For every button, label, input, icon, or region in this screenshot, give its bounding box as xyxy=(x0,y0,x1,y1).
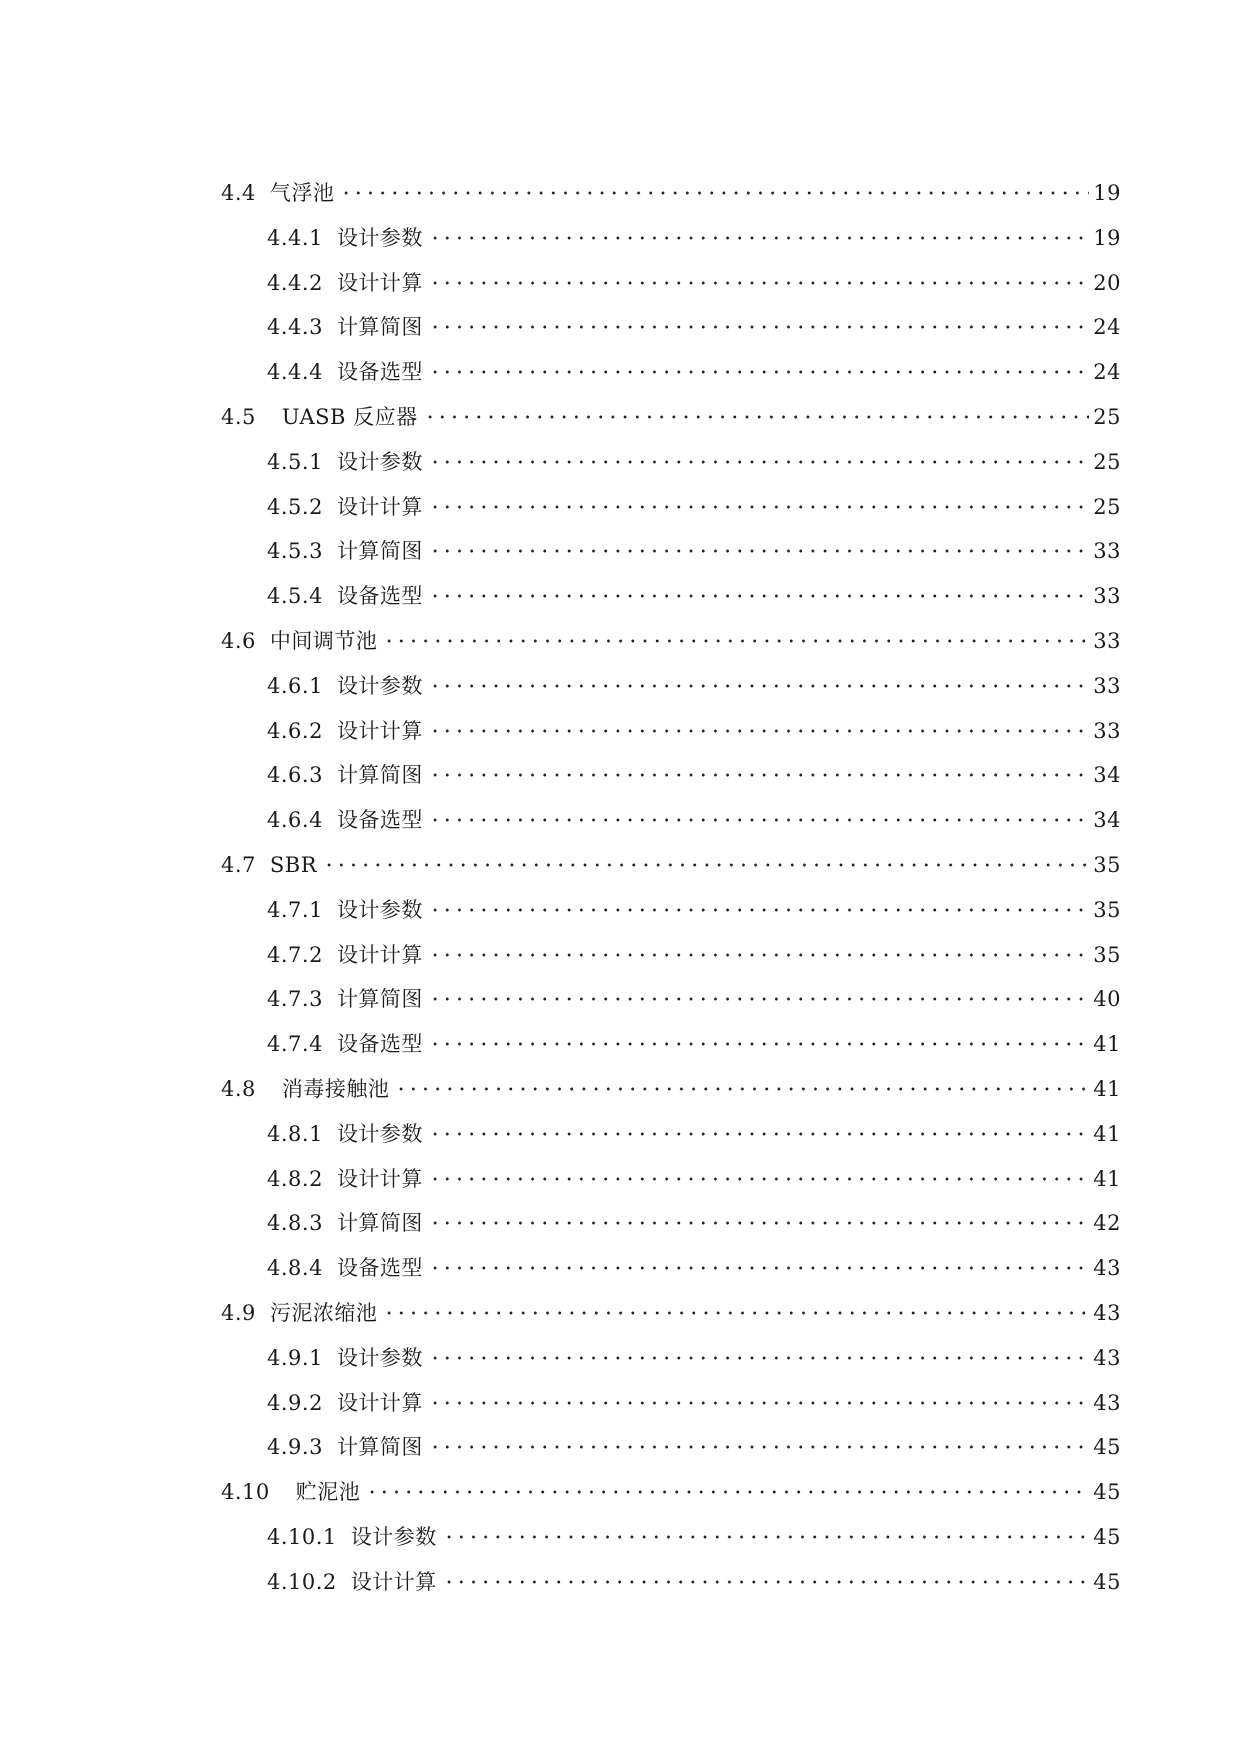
dot-leader xyxy=(429,325,1089,329)
table-of-contents xyxy=(221,181,1121,1615)
toc-entry-page-number: 43 xyxy=(1093,1256,1121,1281)
toc-entry-page-number: 42 xyxy=(1093,1211,1121,1236)
toc-entry[interactable] xyxy=(221,181,1121,226)
toc-entry-page-number: 33 xyxy=(1093,673,1121,698)
toc-entry-number: 4.7 xyxy=(221,852,256,877)
toc-entry-title: 中间调节池 xyxy=(269,628,378,653)
dot-leader xyxy=(429,1356,1089,1360)
toc-entry-page-number: 41 xyxy=(1093,1032,1121,1057)
toc-entry-number: 4.5.2 xyxy=(267,494,323,519)
toc-entry-number: 4.6.1 xyxy=(267,673,323,698)
dot-leader xyxy=(429,729,1089,733)
dot-leader xyxy=(443,1535,1089,1539)
toc-entry-number: 4.7.2 xyxy=(267,942,323,967)
toc-entry[interactable] xyxy=(221,943,1121,988)
toc-entry-title: 气浮池 xyxy=(269,181,335,205)
toc-entry-number: 4.8 xyxy=(221,1076,256,1101)
toc-entry[interactable] xyxy=(221,719,1121,764)
toc-entry[interactable] xyxy=(221,1391,1121,1436)
toc-entry-number: 4.8.3 xyxy=(267,1211,323,1236)
toc-entry-number: 4.6 xyxy=(221,628,256,653)
toc-entry-number: 4.5.4 xyxy=(267,584,323,609)
toc-entry-page-number: 35 xyxy=(1093,942,1121,967)
toc-entry-page-number: 25 xyxy=(1093,404,1121,429)
toc-entry[interactable] xyxy=(221,1480,1121,1525)
toc-entry[interactable] xyxy=(221,495,1121,540)
toc-entry-number: 4.4.1 xyxy=(267,225,323,250)
toc-entry[interactable] xyxy=(221,674,1121,719)
toc-entry-number: 4.4.4 xyxy=(267,360,323,385)
toc-entry-page-number: 45 xyxy=(1093,1435,1121,1460)
dot-leader xyxy=(429,1401,1089,1405)
toc-entry-title: 计算简图 xyxy=(336,1211,423,1236)
toc-entry-number: 4.9.1 xyxy=(267,1345,323,1370)
toc-entry[interactable] xyxy=(221,271,1121,316)
dot-leader xyxy=(429,773,1089,777)
toc-entry-title: 设备选型 xyxy=(336,1256,423,1281)
toc-entry-page-number: 34 xyxy=(1093,763,1121,788)
toc-entry[interactable] xyxy=(221,763,1121,808)
toc-entry[interactable] xyxy=(221,584,1121,629)
dot-leader xyxy=(429,236,1089,240)
toc-entry-page-number: 24 xyxy=(1093,315,1121,340)
toc-entry-page-number: 33 xyxy=(1093,628,1121,653)
toc-entry-page-number: 41 xyxy=(1093,1166,1121,1191)
toc-entry[interactable] xyxy=(221,1435,1121,1480)
toc-entry-page-number: 40 xyxy=(1093,987,1121,1012)
toc-entry-page-number: 45 xyxy=(1093,1480,1121,1505)
toc-entry-page-number: 41 xyxy=(1093,1121,1121,1146)
dot-leader xyxy=(429,1221,1089,1225)
toc-entry-page-number: 25 xyxy=(1093,494,1121,519)
toc-entry-title: 设计参数 xyxy=(336,449,423,474)
dot-leader xyxy=(383,1311,1089,1315)
toc-entry-number: 4.8.2 xyxy=(267,1166,323,1191)
toc-entry-number: 4.7.3 xyxy=(267,987,323,1012)
toc-entry[interactable] xyxy=(221,539,1121,584)
toc-entry-title: 设计参数 xyxy=(336,673,423,698)
toc-entry-number: 4.4.2 xyxy=(267,270,323,295)
toc-entry-title: 设计计算 xyxy=(336,718,423,743)
toc-entry-title: 污泥浓缩池 xyxy=(269,1300,378,1325)
toc-entry-page-number: 20 xyxy=(1093,270,1121,295)
dot-leader xyxy=(429,460,1089,464)
dot-leader xyxy=(429,1042,1089,1046)
dot-leader xyxy=(429,505,1089,509)
toc-entry[interactable] xyxy=(221,1525,1121,1570)
dot-leader xyxy=(429,908,1089,912)
toc-entry[interactable] xyxy=(221,808,1121,853)
toc-entry-number: 4.10.2 xyxy=(267,1569,337,1594)
toc-entry-title: 计算简图 xyxy=(336,1435,423,1460)
toc-entry-title: 计算简图 xyxy=(336,539,423,564)
toc-entry-number: 4.8.1 xyxy=(267,1121,323,1146)
toc-entry[interactable] xyxy=(221,629,1121,674)
toc-entry-title: 设计计算 xyxy=(336,1166,423,1191)
toc-entry-number: 4.4.3 xyxy=(267,315,323,340)
dot-leader xyxy=(383,639,1089,643)
toc-entry[interactable] xyxy=(221,1167,1121,1212)
toc-entry-title: 设计计算 xyxy=(336,942,423,967)
toc-entry[interactable] xyxy=(221,898,1121,943)
dot-leader xyxy=(429,953,1089,957)
toc-entry[interactable] xyxy=(221,405,1121,450)
toc-entry-page-number: 19 xyxy=(1093,181,1121,205)
toc-entry-page-number: 41 xyxy=(1093,1076,1121,1101)
toc-entry-page-number: 43 xyxy=(1093,1300,1121,1325)
toc-entry-page-number: 33 xyxy=(1093,584,1121,609)
toc-entry-title: 设计参数 xyxy=(350,1524,437,1549)
toc-entry-page-number: 45 xyxy=(1093,1524,1121,1549)
toc-entry-title: 消毒接触池 xyxy=(281,1076,390,1101)
dot-leader xyxy=(429,1266,1089,1270)
toc-entry[interactable] xyxy=(221,1122,1121,1167)
toc-entry[interactable] xyxy=(221,1211,1121,1256)
toc-entry-number: 4.6.2 xyxy=(267,718,323,743)
dot-leader xyxy=(429,997,1089,1001)
toc-entry[interactable] xyxy=(221,1256,1121,1301)
toc-entry-title: 计算简图 xyxy=(336,987,423,1012)
dot-leader xyxy=(340,191,1089,195)
toc-entry-number: 4.5.3 xyxy=(267,539,323,564)
toc-entry-page-number: 24 xyxy=(1093,360,1121,385)
toc-entry[interactable] xyxy=(221,987,1121,1032)
toc-entry[interactable] xyxy=(221,1570,1121,1615)
dot-leader xyxy=(424,415,1090,419)
toc-entry-title: 计算简图 xyxy=(336,763,423,788)
toc-entry-number: 4.10 xyxy=(221,1480,270,1505)
toc-entry-page-number: 33 xyxy=(1093,539,1121,564)
toc-entry-page-number: 35 xyxy=(1093,897,1121,922)
toc-entry-title: 设备选型 xyxy=(336,808,423,833)
toc-entry-title: 设计参数 xyxy=(336,897,423,922)
toc-entry-title: UASB 反应器 xyxy=(281,404,418,429)
toc-entry-number: 4.9.2 xyxy=(267,1390,323,1415)
toc-entry-page-number: 35 xyxy=(1093,852,1121,877)
toc-entry-number: 4.6.4 xyxy=(267,808,323,833)
toc-entry-page-number: 25 xyxy=(1093,449,1121,474)
toc-entry-number: 4.7.1 xyxy=(267,897,323,922)
toc-entry-title: 设计计算 xyxy=(336,270,423,295)
toc-entry-title: 设计参数 xyxy=(336,1121,423,1146)
dot-leader xyxy=(429,1132,1089,1136)
toc-entry-page-number: 33 xyxy=(1093,718,1121,743)
toc-entry-number: 4.4 xyxy=(221,181,256,205)
toc-entry-title: 设计计算 xyxy=(350,1569,437,1594)
toc-entry[interactable] xyxy=(221,853,1121,898)
toc-entry[interactable] xyxy=(221,360,1121,405)
toc-entry-title: SBR xyxy=(269,852,318,877)
toc-entry[interactable] xyxy=(221,226,1121,271)
toc-entry-title: 贮泥池 xyxy=(295,1480,361,1505)
toc-entry-number: 4.5 xyxy=(221,404,256,429)
toc-entry-number: 4.8.4 xyxy=(267,1256,323,1281)
toc-entry-page-number: 19 xyxy=(1093,225,1121,250)
toc-entry-title: 设计参数 xyxy=(336,225,423,250)
dot-leader xyxy=(429,549,1089,553)
toc-entry-title: 设备选型 xyxy=(336,360,423,385)
toc-entry-title: 设备选型 xyxy=(336,584,423,609)
dot-leader xyxy=(366,1490,1089,1494)
toc-entry-title: 计算简图 xyxy=(336,315,423,340)
toc-entry[interactable] xyxy=(221,450,1121,495)
dot-leader xyxy=(429,281,1089,285)
dot-leader xyxy=(429,818,1089,822)
toc-entry-title: 设计计算 xyxy=(336,1390,423,1415)
dot-leader xyxy=(443,1580,1089,1584)
dot-leader xyxy=(323,863,1089,867)
toc-entry[interactable] xyxy=(221,1301,1121,1346)
toc-entry[interactable] xyxy=(221,315,1121,360)
toc-entry-title: 设计计算 xyxy=(336,494,423,519)
dot-leader xyxy=(429,684,1089,688)
toc-entry[interactable] xyxy=(221,1346,1121,1391)
toc-entry-number: 4.9.3 xyxy=(267,1435,323,1460)
dot-leader xyxy=(429,594,1089,598)
dot-leader xyxy=(429,1445,1089,1449)
dot-leader xyxy=(429,1177,1089,1181)
toc-entry-page-number: 45 xyxy=(1093,1569,1121,1594)
toc-entry-number: 4.6.3 xyxy=(267,763,323,788)
toc-entry-number: 4.9 xyxy=(221,1300,256,1325)
toc-entry-title: 设计参数 xyxy=(336,1345,423,1370)
toc-entry-number: 4.5.1 xyxy=(267,449,323,474)
toc-entry-number: 4.10.1 xyxy=(267,1524,337,1549)
toc-entry[interactable] xyxy=(221,1077,1121,1122)
toc-entry-page-number: 43 xyxy=(1093,1390,1121,1415)
toc-entry-title: 设备选型 xyxy=(336,1032,423,1057)
toc-entry-page-number: 43 xyxy=(1093,1345,1121,1370)
dot-leader xyxy=(395,1087,1089,1091)
toc-entry[interactable] xyxy=(221,1032,1121,1077)
toc-entry-number: 4.7.4 xyxy=(267,1032,323,1057)
dot-leader xyxy=(429,370,1089,374)
toc-entry-page-number: 34 xyxy=(1093,808,1121,833)
